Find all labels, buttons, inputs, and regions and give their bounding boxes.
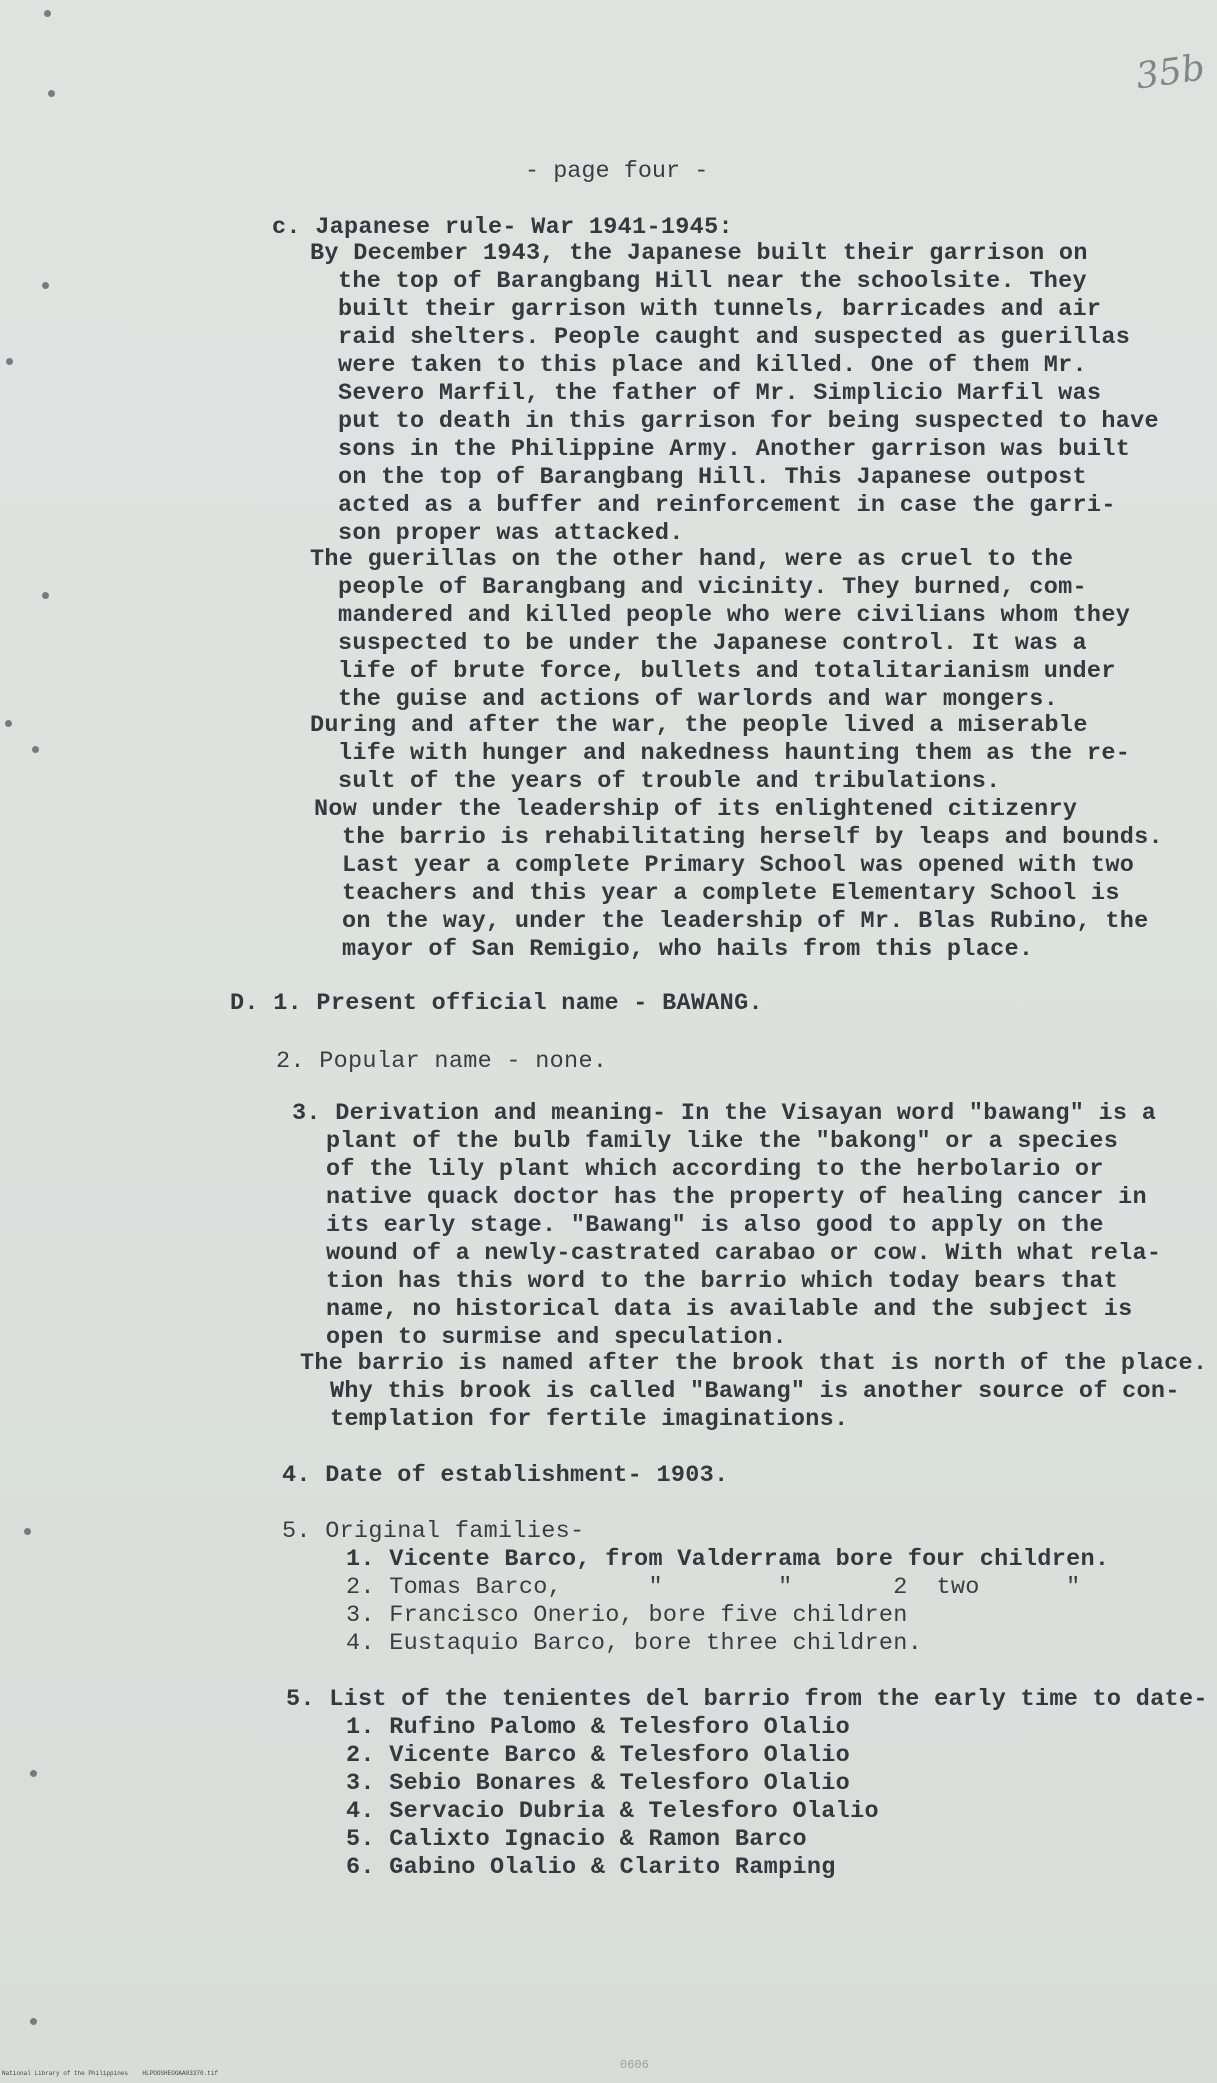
text-line: wound of a newly-castrated carabao or cow. With what rela- bbox=[326, 1240, 1162, 1267]
text-line: plant of the bulb family like the "bakong" or a species bbox=[326, 1128, 1119, 1155]
text-line: mayor of San Remigio, who hails from this place. bbox=[342, 936, 1034, 963]
list-item: 4. Servacio Dubria & Telesforo Olalio bbox=[346, 1798, 879, 1825]
binder-hole bbox=[24, 1528, 31, 1535]
text-line: life of brute force, bullets and totalitarianism under bbox=[338, 658, 1116, 685]
text-line: teachers and this year a complete Elementary School is bbox=[342, 880, 1120, 907]
text-line: of the lily plant which according to the herbolario or bbox=[326, 1156, 1104, 1183]
list-item: 1. Vicente Barco, from Valderrama bore four children. bbox=[346, 1546, 1110, 1573]
text-line: tion has this word to the barrio which today bears that bbox=[326, 1268, 1119, 1295]
text-line: 3. Derivation and meaning- In the Visayan word "bawang" is a bbox=[292, 1100, 1157, 1127]
text-line: built their garrison with tunnels, barricades and air bbox=[338, 296, 1102, 323]
section-d-item-5b-heading: 5. List of the tenientes del barrio from the early time to date- bbox=[286, 1686, 1208, 1713]
text-line: native quack doctor has the property of healing cancer in bbox=[326, 1184, 1147, 1211]
list-item: 2. Vicente Barco & Telesforo Olalio bbox=[346, 1742, 851, 1769]
text-line: Now under the leadership of its enlightened citizenry bbox=[314, 796, 1078, 823]
list-item: 4. Eustaquio Barco, bore three children. bbox=[346, 1630, 923, 1657]
text-line: the guise and actions of warlords and war mongers. bbox=[338, 686, 1059, 713]
binder-hole bbox=[44, 10, 51, 17]
section-c-heading: c. Japanese rule- War 1941-1945: bbox=[272, 214, 733, 241]
text-line: mandered and killed people who were civilians whom they bbox=[338, 602, 1131, 629]
text-line: the barrio is rehabilitating herself by leaps and bounds. bbox=[342, 824, 1163, 851]
text-line: were taken to this place and killed. One of them Mr. bbox=[338, 352, 1087, 379]
list-item: 3. Francisco Onerio, bore five children bbox=[346, 1602, 908, 1629]
binder-hole bbox=[48, 90, 55, 97]
list-item: 3. Sebio Bonares & Telesforo Olalio bbox=[346, 1770, 851, 1797]
text-line: life with hunger and nakedness haunting them as the re- bbox=[338, 740, 1131, 767]
text-line: By December 1943, the Japanese built their garrison on bbox=[310, 240, 1088, 267]
text-line: suspected to be under the Japanese control. It was a bbox=[338, 630, 1087, 657]
section-d-item-5-heading: 5. Original families- bbox=[282, 1518, 585, 1545]
text-line: name, no historical data is available and the subject is bbox=[326, 1296, 1133, 1323]
text-line: raid shelters. People caught and suspected as guerillas bbox=[338, 324, 1131, 351]
list-item: 6. Gabino Olalio & Clarito Ramping bbox=[346, 1854, 836, 1881]
text-line: The guerillas on the other hand, were as cruel to the bbox=[310, 546, 1074, 573]
text-line: Severo Marfil, the father of Mr. Simplicio Marfil was bbox=[338, 380, 1102, 407]
binder-hole bbox=[32, 746, 39, 753]
text-line: templation for fertile imaginations. bbox=[330, 1406, 849, 1433]
text-line: on the top of Barangbang Hill. This Japanese outpost bbox=[338, 464, 1087, 491]
text-line: The barrio is named after the brook that is north of the place. bbox=[300, 1350, 1208, 1377]
text-line: open to surmise and speculation. bbox=[326, 1324, 787, 1351]
text-line: Why this brook is called "Bawang" is another source of con- bbox=[330, 1378, 1180, 1405]
text-line: Last year a complete Primary School was opened with two bbox=[342, 852, 1135, 879]
handwritten-page-number: 35b bbox=[1133, 47, 1208, 98]
binder-hole bbox=[42, 282, 49, 289]
text-line: its early stage. "Bawang" is also good to apply on the bbox=[326, 1212, 1104, 1239]
text-line: sons in the Philippine Army. Another garrison was built bbox=[338, 436, 1131, 463]
text-line: the top of Barangbang Hill near the schoolsite. They bbox=[338, 268, 1087, 295]
binder-hole bbox=[6, 358, 13, 365]
archive-footer: National Library of the Philippines HLPOOSHEOOAA03370.tif bbox=[2, 2070, 219, 2077]
text-line: people of Barangbang and vicinity. They burned, com- bbox=[338, 574, 1087, 601]
binder-hole bbox=[30, 2018, 37, 2025]
section-d-item-1: D. 1. Present official name - BAWANG. bbox=[230, 990, 763, 1017]
list-item: 1. Rufino Palomo & Telesforo Olalio bbox=[346, 1714, 851, 1741]
text-line: acted as a buffer and reinforcement in case the garri- bbox=[338, 492, 1116, 519]
text-line: During and after the war, the people lived a miserable bbox=[310, 712, 1088, 739]
text-line: son proper was attacked. bbox=[338, 520, 684, 547]
text-line: put to death in this garrison for being suspected to have bbox=[338, 408, 1159, 435]
text-line: sult of the years of trouble and tribulations. bbox=[338, 768, 1001, 795]
binder-hole bbox=[30, 1770, 37, 1777]
binder-hole bbox=[5, 720, 12, 727]
footer-mark: 0606 bbox=[620, 2058, 649, 2072]
binder-hole bbox=[42, 592, 49, 599]
list-item: 2. Tomas Barco, " " 2 two " bbox=[346, 1574, 1081, 1601]
list-item: 5. Calixto Ignacio & Ramon Barco bbox=[346, 1826, 807, 1853]
section-d-item-2: 2. Popular name - none. bbox=[276, 1048, 608, 1075]
text-line: on the way, under the leadership of Mr. Blas Rubino, the bbox=[342, 908, 1149, 935]
section-d-item-4: 4. Date of establishment- 1903. bbox=[282, 1462, 729, 1489]
page-header: - page four - bbox=[525, 158, 709, 185]
